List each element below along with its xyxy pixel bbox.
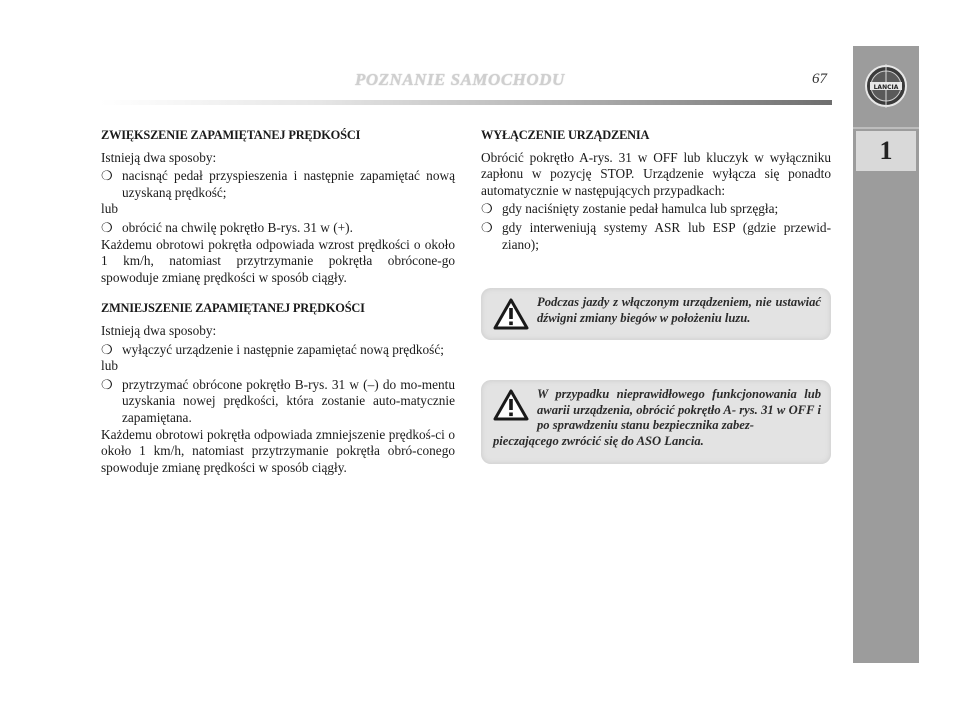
section-heading-increase: ZWIĘKSZENIE ZAPAMIĘTANEJ PRĘDKOŚCI [101, 128, 361, 142]
bullet-glyph: ❍ [101, 168, 113, 184]
bullet-glyph: ❍ [481, 219, 493, 235]
list-item-text: przytrzymać obrócone pokrętło B-rys. 31 w (–) do mo-mentu uzyskania nowej prędkości, która zostanie auto-matycznie zapamiętana. [122, 376, 455, 425]
warning-box [481, 380, 831, 464]
warning-text: W przypadku nieprawidłowego funkcjonowania lub awarii urządzenia, obrócić pokrętło A- rys. 31 w OFF i po sprawdzeniu stanu bezpiecznika zabez- [537, 387, 821, 433]
paragraph-or: lub [101, 358, 118, 374]
list-item [481, 201, 831, 218]
header-rule [100, 100, 832, 105]
left-column [101, 127, 455, 476]
bullet-glyph: ❍ [481, 201, 493, 217]
warning-triangle-icon [493, 298, 529, 330]
list-item-text: gdy naciśnięty zostanie pedał hamulca lub sprzęgła; [502, 201, 779, 217]
logo-text: LANCIA [873, 84, 899, 91]
list-item [481, 220, 831, 253]
list-item-text: wyłączyć urządzenie i następnie zapamiętać nową prędkość; [122, 341, 444, 357]
logo-box [853, 46, 919, 126]
warning-text: Podczas jazdy z włączonym urządzeniem, nie ustawiać dźwigni zmiany biegów w położeniu luzu. [537, 295, 821, 325]
section-heading-disable: WYŁĄCZENIE URZĄDZENIA [481, 128, 650, 142]
right-column [481, 127, 831, 253]
page-number: 67 [812, 71, 827, 87]
list-item-text: obrócić na chwilę pokrętło B-rys. 31 w (+). [122, 219, 353, 235]
list-item [101, 342, 455, 359]
bullet-glyph: ❍ [101, 219, 113, 235]
warning-box [481, 288, 831, 340]
paragraph: Obrócić pokrętło A-rys. 31 w OFF lub kluczyk w wyłączniku zapłonu w pozycję STOP. Urządzenie wyłącza się ponadto automatycznie w następujących przypadkach: [481, 149, 831, 198]
warning-text-tail: pieczającego zwrócić się do ASO Lancia. [493, 433, 704, 448]
tab-divider [853, 127, 919, 129]
list-item-text: gdy interweniują systemy ASR lub ESP (gdzie przewid-ziano); [502, 219, 831, 252]
list-item-text: nacisnąć pedał przyspieszenia i następnie zapamiętać nową uzyskaną prędkość; [122, 168, 455, 200]
list-item [101, 377, 455, 427]
paragraph-or: lub [101, 201, 118, 217]
chapter-number: 1 [856, 131, 916, 171]
warning-triangle-icon [493, 389, 529, 421]
bullet-glyph: ❍ [101, 376, 113, 392]
paragraph: Istnieją dwa sposoby: [101, 322, 217, 338]
list-item [101, 220, 455, 237]
running-title: POZNANIE SAMOCHODU [355, 70, 565, 89]
paragraph: Każdemu obrotowi pokrętła odpowiada wzrost prędkości o około 1 km/h, natomiast przytrzymanie pokrętła obrócone-go spowoduje zmianę prędkości w sposób ciągły. [101, 236, 455, 285]
list-item [101, 168, 455, 201]
paragraph: Każdemu obrotowi pokrętła odpowiada zmniejszenie prędkoś-ci o około 1 km/h, natomiast przytrzymanie pokrętła obró-conego spowoduje zmianę prędkości w sposób ciągły. [101, 426, 455, 475]
section-heading-decrease: ZMNIEJSZENIE ZAPAMIĘTANEJ PRĘDKOŚCI [101, 301, 365, 316]
paragraph: Istnieją dwa sposoby: [101, 149, 217, 165]
bullet-glyph: ❍ [101, 341, 113, 357]
lancia-logo-icon [863, 59, 909, 113]
